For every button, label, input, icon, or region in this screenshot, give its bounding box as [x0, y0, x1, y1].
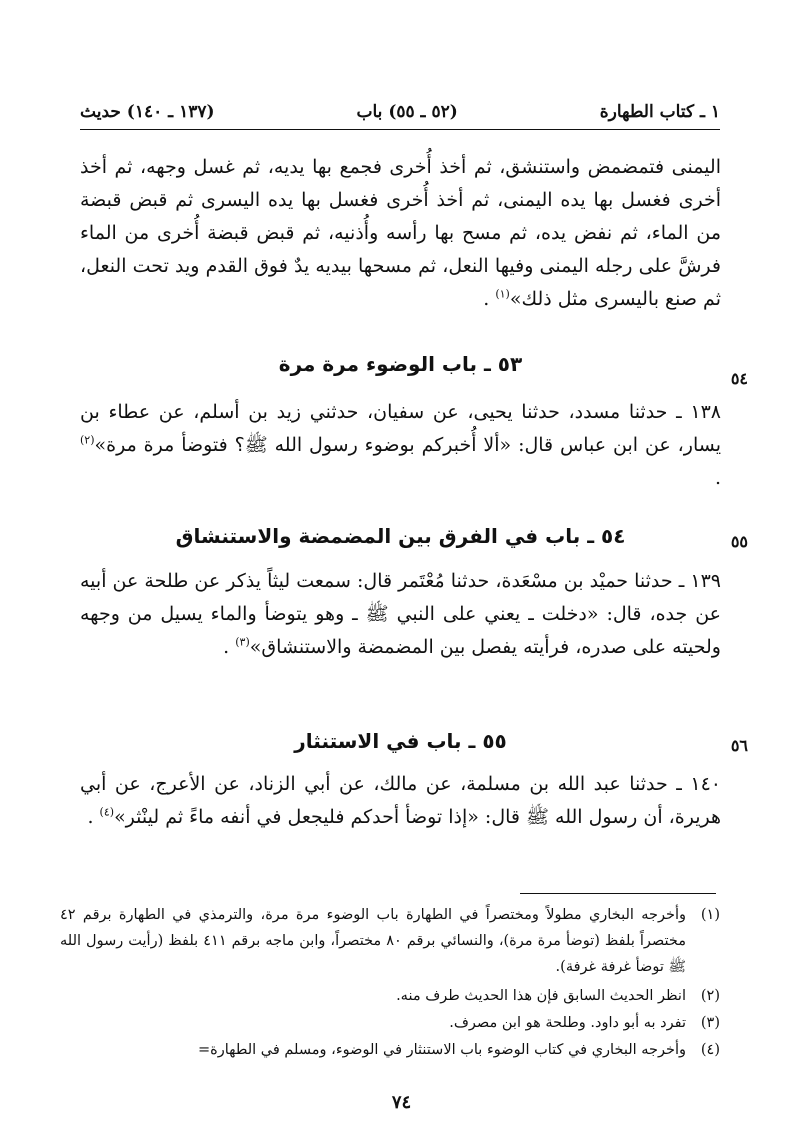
footnote-number: (٣) [700, 1015, 720, 1031]
margin-chapter-number: ٥٥ [730, 532, 748, 551]
footnote-4 [60, 1037, 720, 1063]
header-book-title: ١ ـ كتاب الطهارة [599, 102, 720, 122]
footnote-number: (٤) [700, 1042, 720, 1058]
end-mark: . [223, 636, 236, 658]
footnote-1 [60, 902, 720, 980]
footnote-separator [520, 893, 716, 894]
footnote-number: (٢) [700, 988, 720, 1004]
chapter-heading: ٥٣ ـ باب الوضوء مرة مرة [278, 352, 523, 376]
hadith-text: ١٣٩ ـ حدثنا حميْد بن مسْعَدة، حدثنا مُعْتَمر قال: سمعت ليثاً يذكر عن طلحة عن أبيه عن جده، قال: «دخلت ـ يعني على النبي ﷺ ـ وهو يتوضأ والماء يسيل من وجهه ولحيته على صدره، فرأيته يفصل بين المضمضة والاستنشاق» [80, 570, 721, 658]
hadith-text: ١٤٠ ـ حدثنا عبد الله بن مسلمة، عن مالك، عن أبي الزناد، عن الأعرج، عن أبي هريرة، أن رسول الله ﷺ قال: «إذا توضأ أحدكم فليجعل في أنفه ماءً ثم لينْثر» [80, 773, 721, 828]
margin-chapter-number: ٥٤ [730, 369, 748, 388]
chapter-heading: ٥٥ ـ باب في الاستنثار [294, 729, 507, 753]
footnote-ref: (٤) [99, 805, 115, 819]
margin-chapter-number: ٥٦ [730, 736, 748, 755]
end-mark: . [483, 288, 496, 310]
header-hadith-range: (١٣٧ ـ ١٤٠) حديث [80, 102, 215, 122]
footnote-text: وأخرجه البخاري مطولاً ومختصراً في الطهارة باب الوضوء مرة مرة، والترمذي في الطهارة برقم ٤٢ مختصراً بلفظ (توضأ مرة مرة)، والنسائي برقم ٨٠ مختصراً، وابن ماجه برقم ٤١١ بلفظ (رأيت رسول الله ﷺ توضأ غرفة غرفة). [60, 907, 686, 975]
footnote-number: (١) [700, 907, 720, 923]
footnote-2 [60, 983, 720, 1009]
hadith-140 [80, 768, 721, 834]
footnote-text: وأخرجه البخاري في كتاب الوضوء باب الاستنثار في الوضوء، ومسلم في الطهارة= [197, 1042, 686, 1058]
footnote-text: انظر الحديث السابق فإن هذا الحديث طرف منه. [396, 988, 686, 1004]
hadith-text: ١٣٨ ـ حدثنا مسدد، حدثنا يحيى، عن سفيان، حدثني زيد بن أسلم، عن عطاء بن يسار، عن ابن عباس قال: «ألا أُخبركم بوضوء رسول الله ﷺ؟ فتوضأ مرة مرة» [80, 401, 721, 456]
hadith-text: اليمنى فتمضمض واستنشق، ثم أخذ أُخرى فجمع بها يديه، ثم غسل وجهه، ثم أخذ أخرى فغسل بها يده اليمنى، ثم أخذ أُخرى فغسل بها يده اليسرى ثم قبض قبضة من الماء، ثم نفض يده، ثم مسح بها رأسه وأُذنيه، ثم قبض قبضة أُخرى من الماء فرشَّ على رجله اليمنى وفيها النعل، ثم مسحها بيديه يدٌ فوق القدم ويد تحت النعل، ثم صنع باليسرى مثل ذلك» [80, 156, 721, 310]
footnote-3 [60, 1010, 720, 1036]
footnote-text: تفرد به أبو داود. وطلحة هو ابن مصرف. [449, 1015, 686, 1031]
footnote-ref: (٢) [80, 433, 95, 447]
footnote-ref: (١) [495, 287, 510, 301]
running-header [80, 95, 720, 130]
chapter-heading: ٥٤ ـ باب في الفرق بين المضمضة والاستنشاق [175, 524, 626, 548]
footnote-ref: (٣) [235, 635, 250, 649]
hadith-139 [80, 565, 721, 664]
end-mark: . [714, 467, 721, 489]
hadith-continuation [80, 151, 721, 316]
header-chapter-range: (٥٢ ـ ٥٥) باب [356, 102, 458, 122]
end-mark: . [87, 806, 100, 828]
page-number: ٧٤ [391, 1092, 412, 1113]
hadith-138 [80, 396, 721, 495]
